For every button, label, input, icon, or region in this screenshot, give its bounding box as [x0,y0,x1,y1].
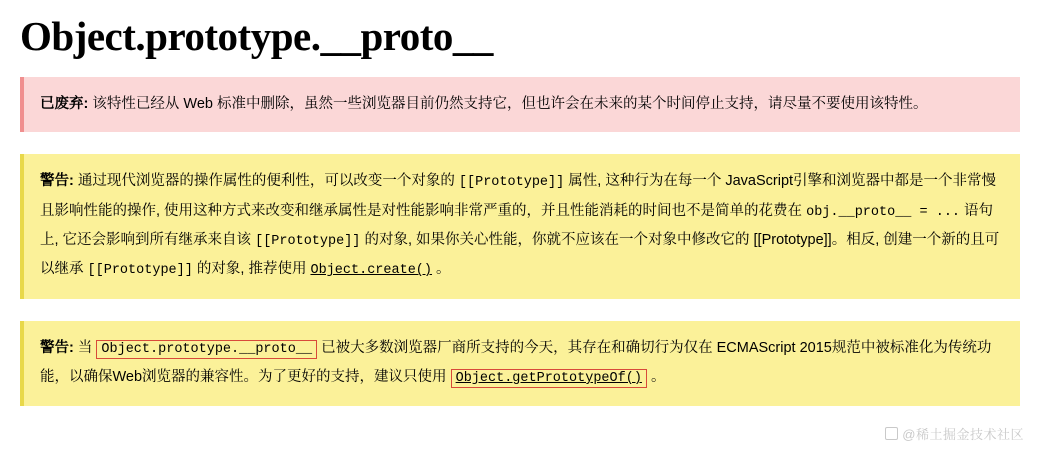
object-create-link[interactable]: Object.create() [310,263,433,279]
code-prototype-3: [[Prototype]] [87,263,193,279]
watermark-logo-icon [885,427,898,440]
deprecated-callout [20,77,1020,132]
warning2-text-1: 当 [73,339,97,356]
object-getprototypeof-link[interactable]: Object.getPrototypeOf() [451,369,647,388]
warning-label: 警告: [40,173,74,190]
code-prototype-2: [[Prototype]] [255,233,361,249]
warning-text-5: 的对象, 推荐使用 [192,261,311,278]
watermark [885,424,1024,443]
warning-label-2: 警告: [40,339,74,356]
warning-callout-legacy [20,321,1020,407]
code-prototype-1: [[Prototype]] [458,175,565,191]
warning-callout-prototype [20,154,1020,298]
watermark-text: @稀土掘金技术社区 [902,427,1024,442]
warning-text-3: 语句上, 它还会影响到所有继承来自该 [40,202,994,248]
code-object-prototype-proto: Object.prototype.__proto__ [96,340,317,359]
warning-text-1: 通过现代浏览器的操作属性的便利性，可以改变一个对象的 [73,173,459,190]
warning2-text-3: 。 [646,368,666,385]
warning2-text-2: 已被大多数浏览器厂商所支持的今天，其存在和确切行为仅在 ECMAScript 2015规范中被标准化为传统功能，以确保Web浏览器的兼容性。为了更好的支持，建议只使用 [40,339,992,385]
warning-text-4: 的对象, 如果你关心性能，你就不应该在一个对象中修改它的 [[Prototype]]。相反, 创建一个新的且可以继承 [40,231,1000,278]
warning-text-6: 。 [432,261,451,278]
deprecated-text: 该特性已经从 Web 标准中删除，虽然一些浏览器目前仍然支持它，但也许会在未来的某个时间停止支持，请尽量不要使用该特性。 [88,96,928,113]
page-title: Object.prototype.__proto__ [20,13,493,59]
deprecated-label: 已废弃: [40,96,89,113]
warning-text-2: 属性, 这种行为在每一个 JavaScript引擎和浏览器中都是一个非常慢且影响性能的操作, 使用这种方式来改变和继承属性是对性能影响非常严重的，并且性能消耗的时间也不是简单的花费在 [40,173,997,219]
code-proto-assignment: obj.__proto__ = ... [806,204,961,220]
